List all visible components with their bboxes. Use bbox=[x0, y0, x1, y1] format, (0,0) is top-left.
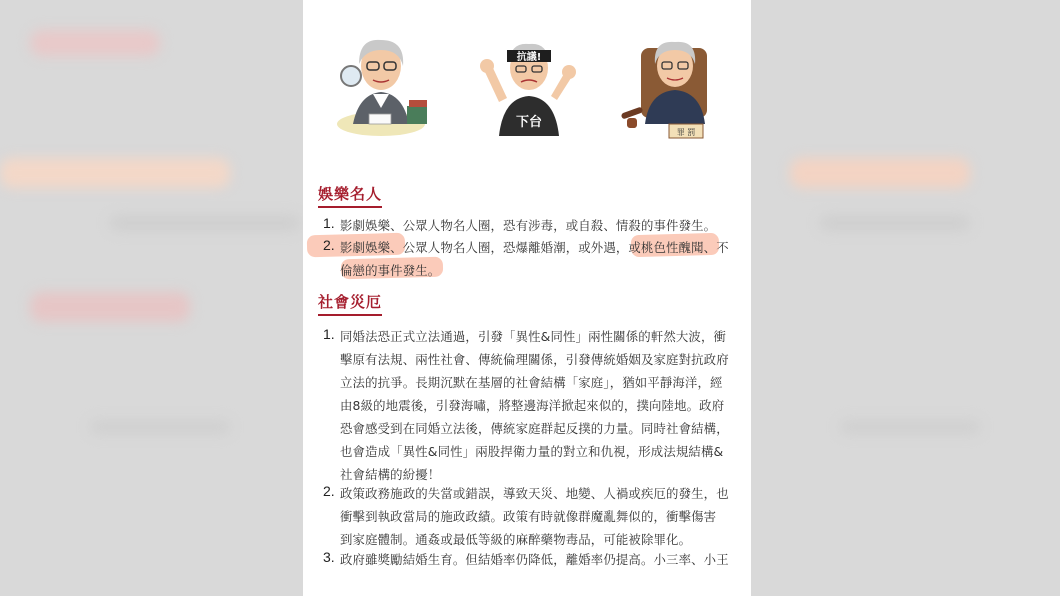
text-line: 由8級的地震後，引發海嘯，將整邊海洋掀起來似的，撲向陸地。政府 bbox=[340, 398, 725, 413]
headband-text: 抗議! bbox=[516, 52, 542, 63]
blurred-patch bbox=[0, 158, 230, 188]
judge-sign-text: 罪 罰 bbox=[676, 128, 696, 137]
blurred-patch bbox=[820, 215, 970, 231]
list-number: 3. bbox=[323, 549, 335, 565]
text-line: 恐會感受到在同婚立法後，傳統家庭群起反撲的力量。同時社會結構， bbox=[340, 421, 729, 436]
text-line: 立法的抗爭。長期沉默在基層的社會結構「家庭」，猶如平靜海洋，經 bbox=[340, 375, 723, 390]
section-heading-social-disaster: 社會災厄 bbox=[318, 291, 382, 316]
blurred-patch bbox=[90, 420, 230, 434]
blurred-patch bbox=[30, 292, 190, 322]
shirt-text: 下台 bbox=[515, 115, 543, 130]
list-number: 1. bbox=[323, 326, 335, 342]
text-line: 衝擊到執政當局的施政政績。政策有時就像群魔亂舞似的，衝擊傷害 bbox=[340, 509, 717, 524]
text-line: 政策政務施政的失當或錯誤，導致天災、地變、人禍或疾厄的發生，也 bbox=[340, 486, 729, 501]
list-number: 1. bbox=[323, 215, 335, 231]
text-line: 擊原有法規、兩性社會、傳統倫理關係，引發傳統婚姻及家庭對抗政府 bbox=[340, 352, 729, 367]
blurred-patch bbox=[110, 215, 300, 231]
list-number: 2. bbox=[323, 483, 335, 499]
text-line: 影劇娛樂、公眾人物名人圈，恐有涉毒，或自殺、情殺的事件發生。 bbox=[340, 218, 717, 233]
blurred-patch bbox=[790, 158, 970, 188]
text-line: 同婚法恐正式立法通過，引發「異性&同性」兩性關係的軒然大波，衝 bbox=[340, 329, 727, 344]
blurred-patch bbox=[840, 420, 980, 434]
text-line: 也會造成「異性&同性」兩股捍衛力量的對立和仇視，形成法規結構& bbox=[340, 444, 724, 459]
section-heading-entertainment: 娛樂名人 bbox=[318, 183, 382, 208]
text-line: 影劇娛樂、公眾人物名人圈，恐爆離婚潮，或外遇，或桃色性醜聞、不 bbox=[340, 240, 729, 255]
text-line: 到家庭體制。通姦或最低等級的麻醉藥物毒品，可能被除罪化。 bbox=[340, 532, 692, 547]
professor-reading-illustration bbox=[329, 28, 439, 140]
text-line: 倫戀的事件發生。 bbox=[340, 263, 441, 278]
illustration-row bbox=[303, 0, 751, 150]
judge-illustration bbox=[619, 28, 729, 140]
list-number: 2. bbox=[323, 237, 335, 253]
text-line: 社會結構的紛擾！ bbox=[340, 467, 441, 482]
protest-illustration bbox=[473, 28, 583, 140]
blurred-patch bbox=[30, 30, 160, 56]
document-page bbox=[303, 0, 751, 596]
text-line: 政府雖獎勵結婚生育。但結婚率仍降低，離婚率仍提高。小三率、小王 bbox=[340, 552, 729, 567]
